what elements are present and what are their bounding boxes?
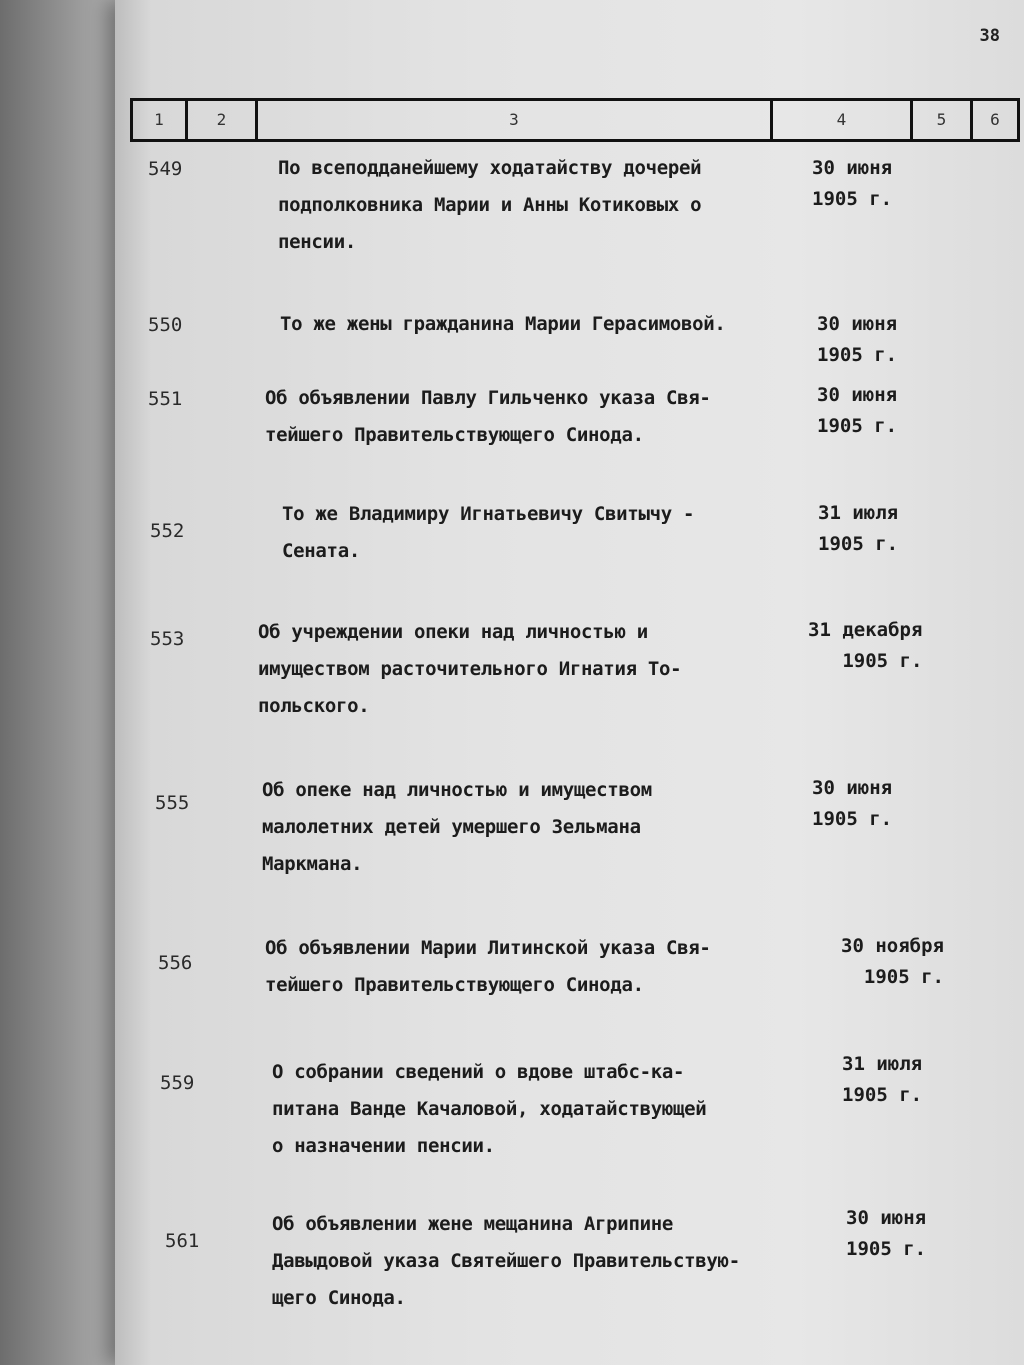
entry-number: 559: [160, 1072, 195, 1094]
column-header-6: 6: [970, 101, 1020, 139]
entry-date: 31 июля 1905 г.: [842, 1053, 923, 1106]
entry-description: Об объявлении Марии Литинской указа Свя- тейшего Правительствующего Синода.: [265, 937, 711, 996]
entry-number: 555: [155, 792, 190, 814]
entry-date: 30 июня 1905 г.: [846, 1207, 927, 1260]
entry-number: 553: [150, 628, 185, 650]
entry-number: 561: [165, 1230, 200, 1252]
entry-date: 31 июля 1905 г.: [818, 502, 899, 555]
entry-date: 30 июня 1905 г.: [817, 384, 898, 437]
entry-description: Об объявлении Павлу Гильченко указа Свя- тейшего Правительствующего Синода.: [265, 387, 711, 446]
entry-date: 30 июня 1905 г.: [812, 157, 893, 210]
entry-date: 30 июня 1905 г.: [817, 313, 898, 366]
column-header-row: [130, 98, 1020, 142]
entry-description: Об учреждении опеки над личностью и имуществом расточительного Игнатия То- польского.: [258, 621, 682, 717]
column-header-1: 1: [130, 101, 185, 139]
entry-description: О собрании сведений о вдове штабс-ка- питана Ванде Качаловой, ходатайствующей о назначении пенсии.: [272, 1061, 707, 1157]
column-header-4: 4: [770, 101, 910, 139]
entry-description: Об опеке над личностью и имуществом малолетних детей умершего Зельмана Маркмана.: [262, 779, 652, 875]
entry-number: 552: [150, 520, 185, 542]
entry-description: То же Владимиру Игнатьевичу Свитычу - Сената.: [282, 503, 695, 562]
entry-date: 31 декабря 1905 г.: [808, 619, 923, 672]
entry-number: 556: [158, 952, 193, 974]
entry-number: 549: [148, 158, 183, 180]
entry-date: 30 июня 1905 г.: [812, 777, 893, 830]
column-header-3: 3: [255, 101, 770, 139]
entry-number: 550: [148, 314, 183, 336]
entry-number: 551: [148, 388, 183, 410]
column-header-2: 2: [185, 101, 255, 139]
entry-date: 30 ноября 1905 г.: [841, 935, 944, 988]
column-header-5: 5: [910, 101, 970, 139]
entry-description: По всеподданейшему ходатайству дочерей подполковника Марии и Анны Котиковых о пенсии.: [278, 157, 702, 253]
entry-description: Об объявлении жене мещанина Агрипине Давыдовой указа Святейшего Правительствую- щего Синода.: [272, 1213, 740, 1309]
entry-description: То же жены гражданина Марии Герасимовой.: [280, 313, 726, 335]
page-number: 38: [979, 26, 1000, 46]
